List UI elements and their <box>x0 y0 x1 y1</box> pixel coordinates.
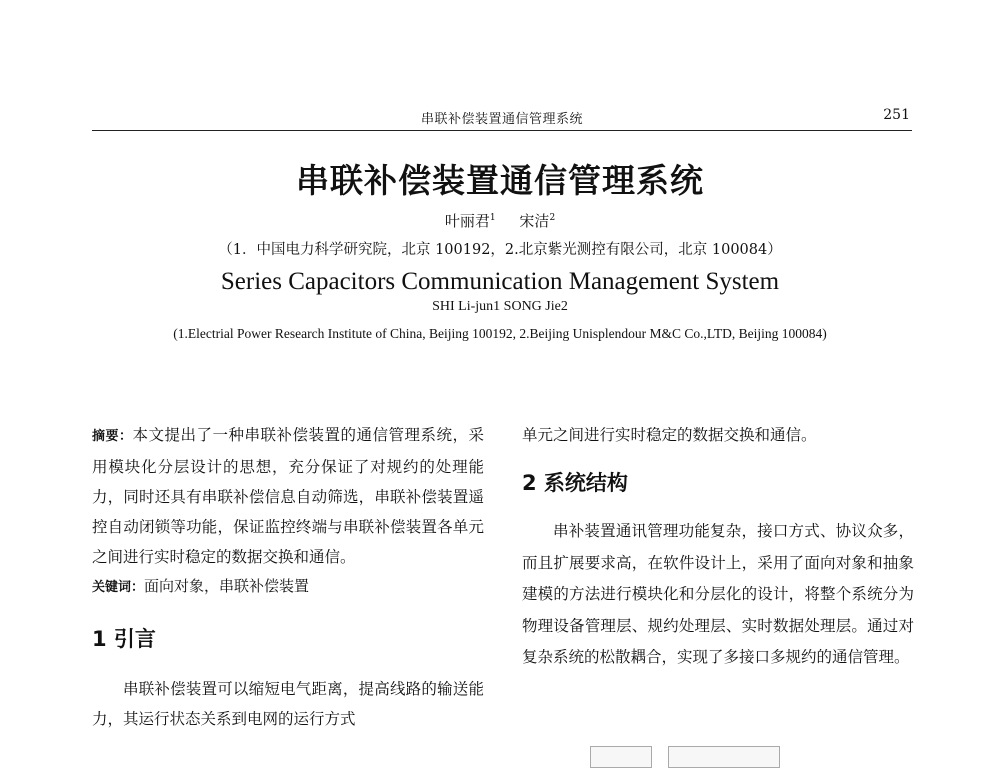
running-header <box>92 104 912 131</box>
section-2-text: 串补装置通讯管理功能复杂，接口方式、协议众多，而且扩展要求高，在软件设计上，采用了面向对象和抽象建模的方法进行模块化和分层化的设计，将整个系统分为物理设备管理层、规约处理层、实时数据处理层。通过对复杂系统的松散耦合，实现了多接口多规约的通信管理。 <box>522 522 914 666</box>
author-1-marker: 1 <box>489 213 496 223</box>
section-1-heading: 1 引言 <box>92 627 156 651</box>
figure-box-left <box>590 746 652 768</box>
abstract <box>92 420 484 572</box>
running-title: 串联补偿装置通信管理系统 <box>420 112 583 127</box>
keywords <box>92 572 484 602</box>
page-number: 251 <box>883 107 910 123</box>
right-column <box>522 420 914 674</box>
section-1-text: 串联补偿装置可以缩短电气距离，提高线路的输送能力，其运行状态关系到电网的运行方式 <box>92 680 484 728</box>
paper-title-chinese: 串联补偿装置通信管理系统 <box>296 161 704 200</box>
abstract-label: 摘要： <box>92 429 133 444</box>
author-1-name: 叶丽君 <box>444 212 490 230</box>
affiliation-chinese: （1．中国电力科学研究院，北京 100192，2.北京紫光测控有限公司，北京 100084） <box>218 242 782 258</box>
affiliation-english: (1.Electrial Power Research Institute of China, Beijing 100192, 2.Beijing Unisplendour M&C Co.,LTD, Beijing 100084) <box>173 326 827 341</box>
figure-box-right <box>668 746 780 768</box>
author-2-marker: 2 <box>549 213 556 223</box>
continuation-text: 单元之间进行实时稳定的数据交换和通信。 <box>522 426 817 444</box>
section-2-heading: 2 系统结构 <box>522 471 628 495</box>
keywords-label: 关键词： <box>92 580 145 595</box>
left-column <box>92 420 484 734</box>
author-2-name: 宋洁 <box>519 212 550 230</box>
abstract-text: 本文提出了一种串联补偿装置的通信管理系统，采用模块化分层设计的思想，充分保证了对规约的处理能力，同时还具有串联补偿信息自动筛选，串联补偿装置遥控自动闭锁等功能，保证监控终端与串联补偿装置各单元之间进行实时稳定的数据交换和通信。 <box>92 426 484 566</box>
keywords-text: 面向对象，串联补偿装置 <box>144 577 310 595</box>
authors-english: SHI Li-jun1 SONG Jie2 <box>432 299 568 314</box>
authors-chinese <box>0 210 1000 231</box>
paper-title-english: Series Capacitors Communication Management System <box>220 268 780 295</box>
